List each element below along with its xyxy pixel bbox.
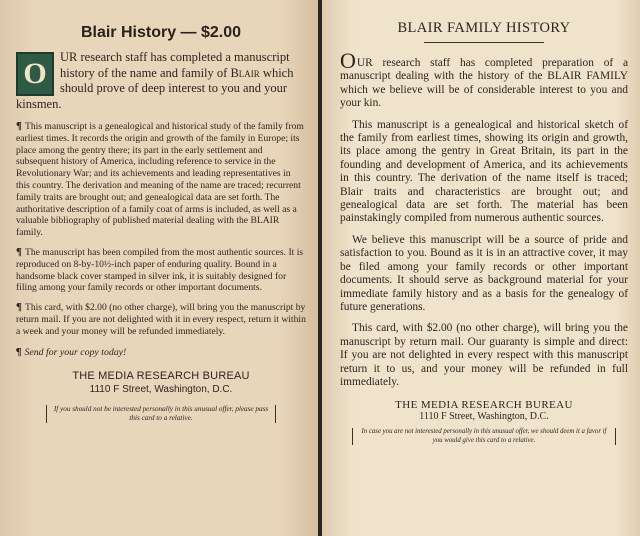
left-paragraph-production: ¶ The manuscript has been compiled from the most authentic sources. It is reproduced on 8-by-10½-inch paper of enduring quality. Bound in a handsome black cover stamped in silver ink, it is suitably designed for filing among your family records or other important documents. (16, 245, 304, 294)
left-intro-text-2: which should prove of deep interest to you and your kinsmen. (16, 65, 294, 111)
left-paragraph-description: ¶ This manuscript is a genealogical and historical study of the family from earliest times. It records the origin and growth of the family in Europe; its place among the gentry there; its part in the early settlement and subsequent history of America, including reference to service in the Revolutionary War; and its achievements and leading representatives in this country. The derivation and meaning of the name are traced; recurrent family traits are brought out; and genealogical data are set forth. The authoritative description of a family coat of arms is included, as well as a valuable bibliography of published material dealing with the BLAIR family. (16, 120, 304, 239)
ornamental-dropcap-icon: O (16, 52, 54, 96)
left-card-title: Blair History — $2.00 (80, 24, 242, 41)
left-footnote: If you should not be interested personally in this unusual offer, please pass this card to a relative. (46, 405, 276, 423)
left-intro-text-1: UR research staff has completed a manuscript history of the name and family of (60, 50, 290, 80)
pilcrow-icon: ¶ (16, 301, 22, 314)
left-send-line: ¶ Send for your copy today! (16, 345, 127, 358)
pilcrow-icon: ¶ (16, 245, 22, 258)
right-paragraph-order: This card, with $2.00 (no other charge), will bring you the manuscript by return mail. Our guaranty is simple and direct: If you are not delighted in every respect with this manuscript return it to us, and your money will be refunded in full immediately. (340, 322, 628, 388)
right-bureau-address: 1110 F Street, Washington, D.C. (419, 411, 549, 423)
right-initial-capital: O (340, 48, 356, 73)
pilcrow-icon: ¶ (16, 120, 22, 132)
left-paragraph-order: ¶ This card, with $2.00 (no other charge), will bring you the manuscript by return mail. If you are not delighted with it in every respect, return it within a week and your money will be refunded immediately. (16, 301, 306, 337)
left-intro-paragraph (16, 50, 306, 112)
right-intro-paragraph: OUR research staff has completed preparation of a manuscript dealing with the history of the BLAIR FAMILY which we believe will be of considerable interest to you and your kin. (340, 48, 628, 110)
right-bureau-name: THE MEDIA RESEARCH BUREAU (395, 399, 573, 412)
pilcrow-icon: ¶ (16, 345, 22, 358)
right-paragraph-description: This manuscript is a genealogical and historical sketch of the family from earliest times, showing its origin and growth, its place among the gentry in Great Britain, its part in the founding and development of America, and its achievements in this country. The derivation of the name itself is traced; Blair traits and characteristics are brought out; and genealogical data are set forth. The material has been painstakingly compiled from numerous authentic sources. (340, 118, 628, 225)
right-paragraph-value: We believe this manuscript will be a source of pride and satisfaction to you. Bound as it is in an attractive cover, it may be filed among your family records or other important documents. It should serve as background material for your immediate family history and as a basis for the genealogy of future generations. (340, 233, 628, 313)
left-card (0, 0, 318, 536)
left-intro-family-name: Blair (230, 65, 260, 80)
left-bureau-address: 1110 F Street, Washington, D.C. (89, 383, 233, 395)
title-divider (424, 42, 544, 43)
left-bureau-name: THE MEDIA RESEARCH BUREAU (72, 369, 250, 382)
right-card (322, 0, 640, 536)
right-footnote: In case you are not interested personally in this unusual offer, we should deem it a favor if you would give this card to a relative. (352, 428, 616, 445)
right-card-title: BLAIR FAMILY HISTORY (397, 20, 571, 36)
